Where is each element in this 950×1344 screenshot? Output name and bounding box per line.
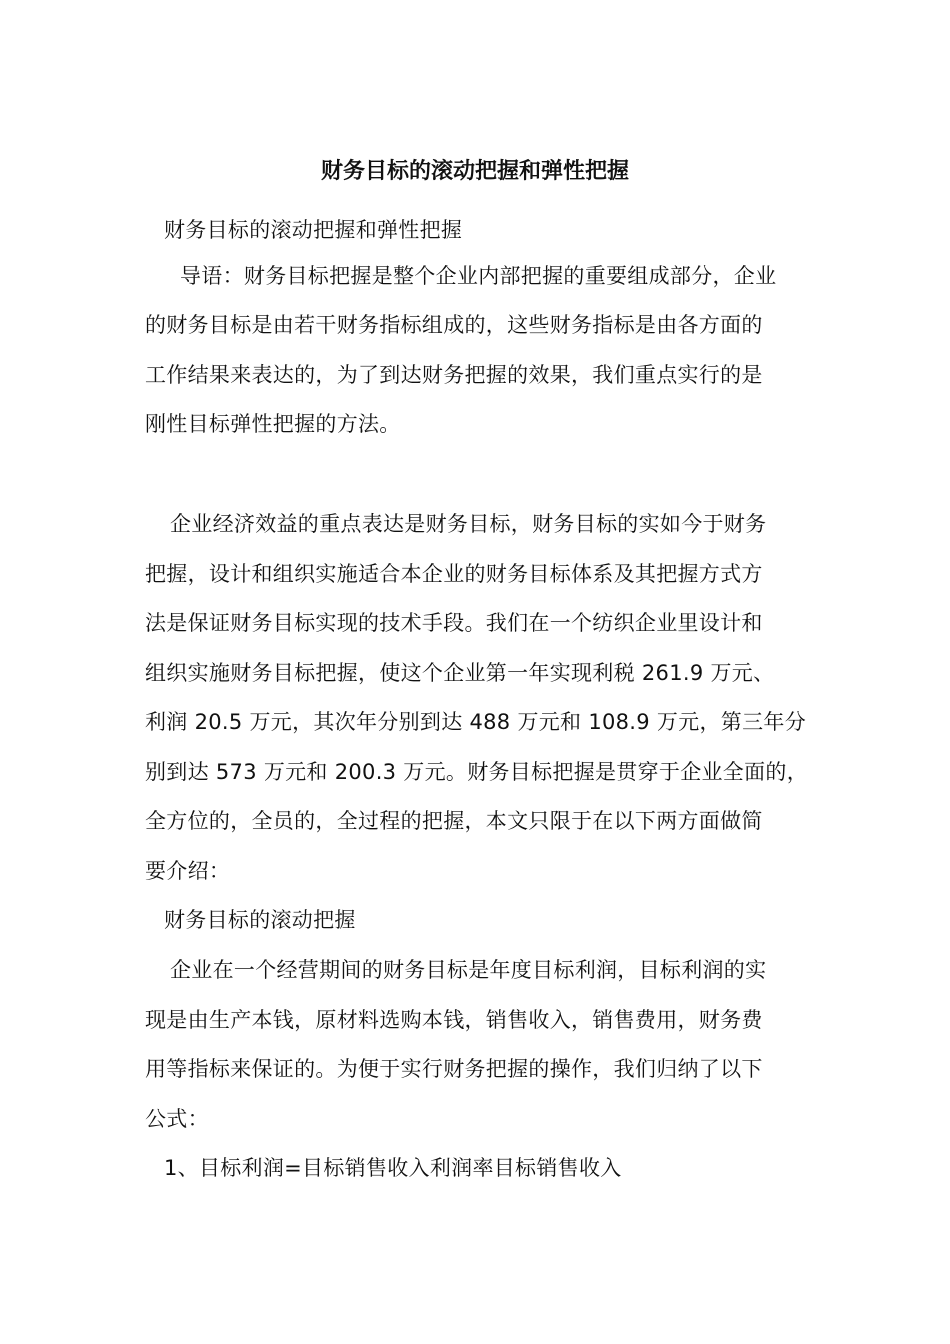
paragraph1-line-1: 企业经济效益的重点表达是财务目标，财务目标的实如今于财务 [170, 512, 767, 536]
paragraph1-line-5: 利润 20.5 万元，其次年分别到达 488 万元和 108.9 万元，第三年分 [145, 710, 807, 734]
paragraph1-line-7: 全方位的，全员的，全过程的把握，本文只限于在以下两方面做简 [145, 809, 763, 833]
document-title: 财务目标的滚动把握和弹性把握 [320, 159, 629, 184]
intro-line-1: 导语：财务目标把握是整个企业内部把握的重要组成部分，企业 [180, 264, 777, 288]
intro-line-3: 工作结果来表达的，为了到达财务把握的效果，我们重点实行的是 [145, 363, 763, 387]
section-heading: 财务目标的滚动把握 [164, 908, 356, 932]
formula-line: 1、目标利润=目标销售收入利润率目标销售收入 [164, 1156, 622, 1180]
paragraph1-line-6: 别到达 573 万元和 200.3 万元。财务目标把握是贯穿于企业全面的， [145, 760, 808, 784]
paragraph2-line-2: 现是由生产本钱，原材料选购本钱，销售收入，销售费用，财务费 [145, 1008, 763, 1032]
document-subtitle: 财务目标的滚动把握和弹性把握 [164, 218, 463, 242]
paragraph1-line-8: 要介绍： [145, 859, 231, 883]
paragraph2-line-4: 公式： [145, 1107, 209, 1131]
paragraph1-line-4: 组织实施财务目标把握，使这个企业第一年实现利税 261.9 万元、 [145, 661, 775, 685]
paragraph1-line-3: 法是保证财务目标实现的技术手段。我们在一个纺织企业里设计和 [145, 611, 763, 635]
paragraph2-line-1: 企业在一个经营期间的财务目标是年度目标利润，目标利润的实 [170, 958, 767, 982]
paragraph2-line-3: 用等指标来保证的。为便于实行财务把握的操作，我们归纳了以下 [145, 1057, 763, 1081]
intro-line-2: 的财务目标是由若干财务指标组成的，这些财务指标是由各方面的 [145, 313, 763, 337]
intro-line-4: 刚性目标弹性把握的方法。 [145, 412, 401, 436]
paragraph1-line-2: 把握，设计和组织实施适合本企业的财务目标体系及其把握方式方 [145, 562, 763, 586]
